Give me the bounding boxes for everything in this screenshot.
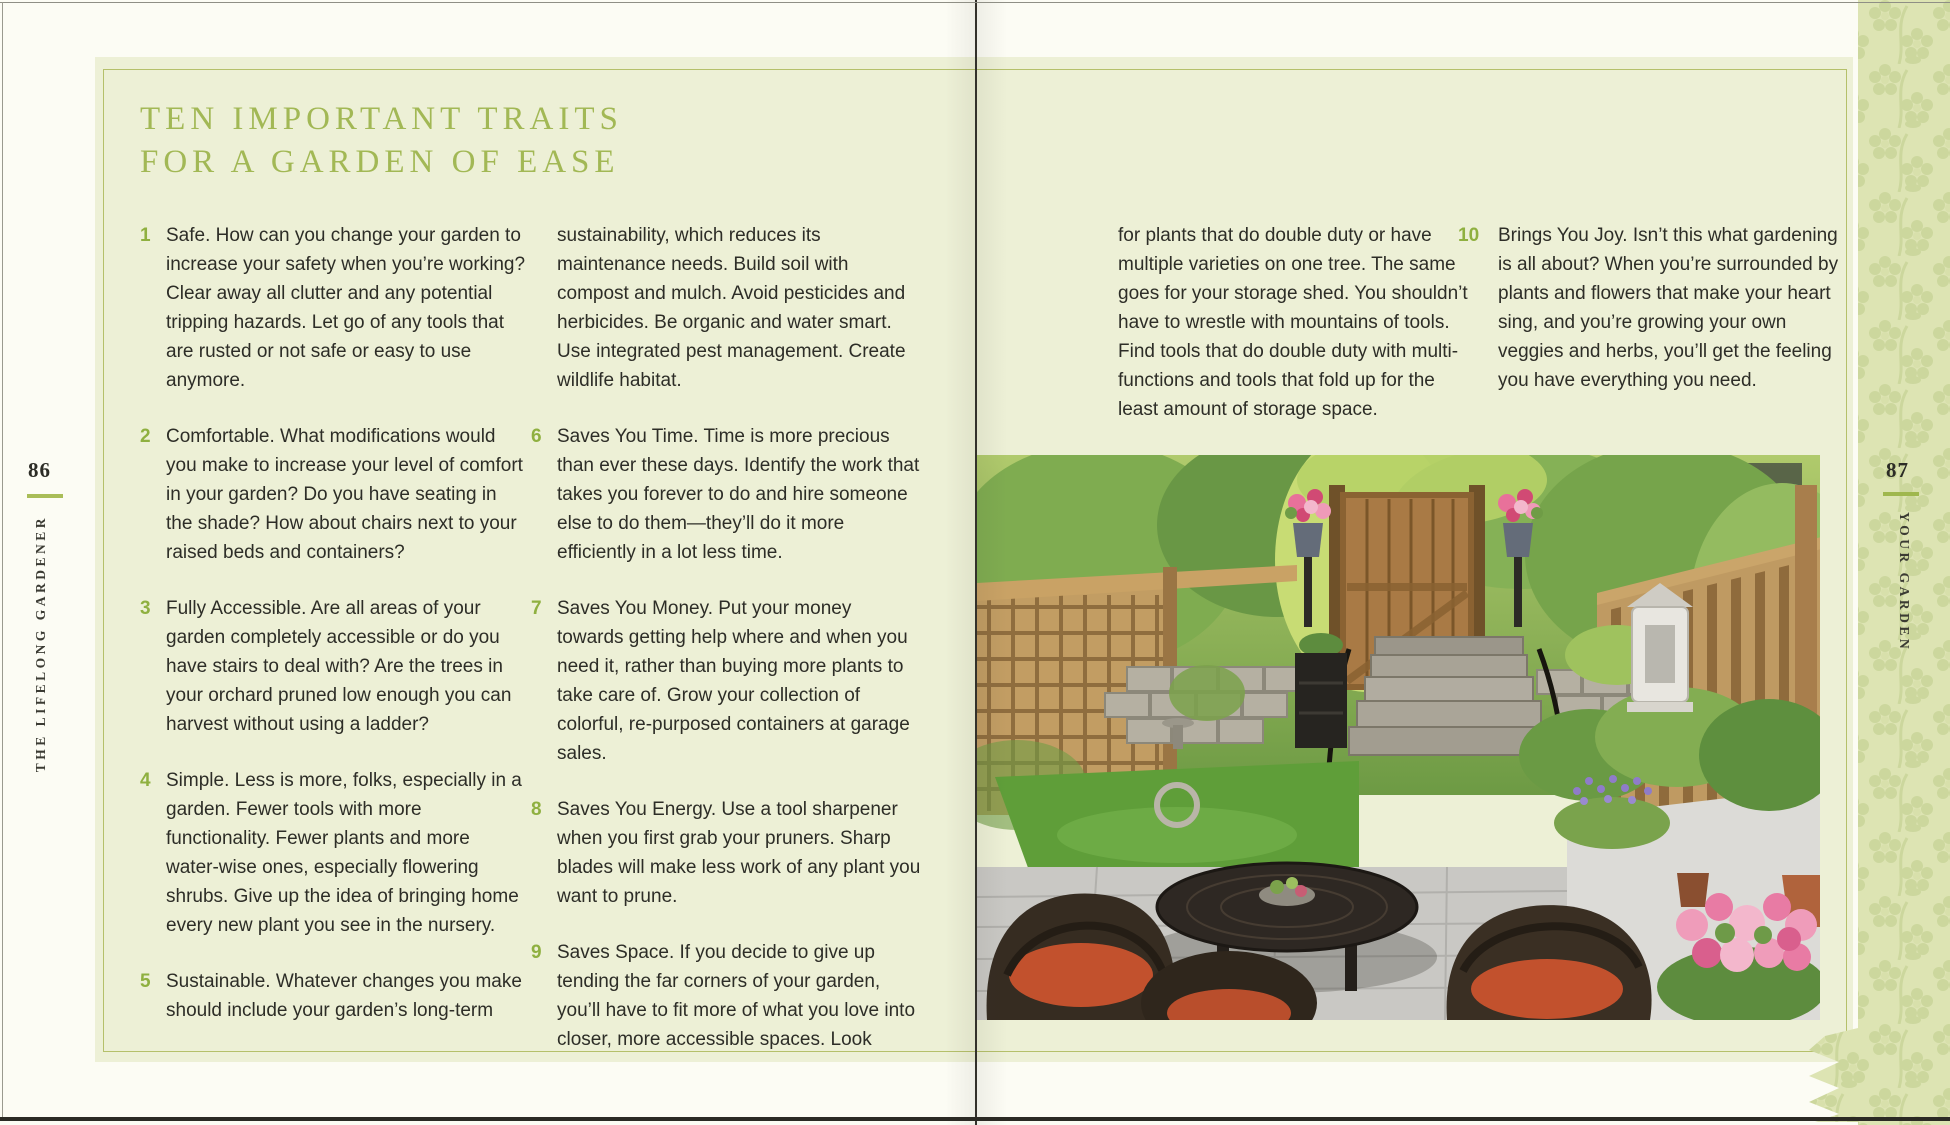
trait-column-4 (1458, 221, 1850, 422)
trait-column-1 (140, 221, 526, 1052)
garden-photo (977, 455, 1820, 1020)
page-title-line1: TEN IMPORTANT TRAITS (140, 101, 623, 137)
page-title (140, 98, 623, 184)
book-edge-left (2, 2, 3, 1120)
trait-item (531, 795, 923, 911)
right-page-number: 87 (1886, 458, 1909, 482)
left-page-number: 86 (28, 458, 51, 482)
trait-text: Saves You Time. Time is more precious than ever these days. Identify the work that takes you forever to do and hire someone else to do them—they’ll do it more efficiently in a lot less time. (557, 426, 920, 563)
trait-text: Sustainable. Whatever changes you make should include your garden’s long-term (166, 971, 522, 1021)
book-edge-top (0, 2, 1950, 3)
garden-photo-illustration (977, 455, 1820, 1020)
trait-item (531, 938, 923, 1054)
trait-item (140, 221, 526, 395)
trait-item (140, 766, 526, 940)
trait-item (1458, 221, 1850, 395)
trait-item (531, 594, 923, 768)
trait-column-3 (1092, 221, 1470, 451)
left-page-number-rule (27, 494, 63, 498)
trait-number: 10 (1458, 225, 1480, 246)
trait-item (140, 422, 526, 567)
trait-number: 7 (531, 598, 542, 619)
trait-number: 8 (531, 799, 542, 820)
trait-number: 6 (531, 426, 542, 447)
trait-text: for plants that do double duty or have multiple varieties on one tree. The same goes for your storage shed. You shouldn’t have to wrestle with mountains of tools. Find tools that do double duty with multi-functions and tools that fold up for the least amount of storage space. (1118, 225, 1468, 420)
trait-text: Saves Space. If you decide to give up tending the far corners of your garden, you’ll have to fit more of what you love into closer, more accessible spaces. Look (557, 942, 916, 1050)
floral-border-strip (1805, 0, 1950, 1125)
page-title-line2: FOR A GARDEN OF EASE (140, 144, 620, 180)
trait-item-continuation (1092, 221, 1470, 424)
trait-item-continuation (531, 221, 923, 395)
trait-item (140, 967, 526, 1025)
trait-column-2 (531, 221, 923, 1081)
trait-text: Saves You Money. Put your money towards getting help where and when you need it, rather than buying more plants to take care of. Grow your collection of colorful, re-purposed containers at garage sales. (557, 598, 910, 764)
trait-item (140, 594, 526, 739)
left-margin-label: THE LIFELONG GARDENER (33, 515, 48, 773)
trait-number: 4 (140, 770, 151, 791)
trait-number: 1 (140, 225, 151, 246)
trait-item (531, 422, 923, 567)
trait-text: Saves You Energy. Use a tool sharpener when you first grab your pruners. Sharp blades will make less work of any plant you want to prune. (557, 799, 921, 907)
trait-text: Safe. How can you change your garden to increase your safety when you’re working? Clear away all clutter and any potential tripping hazards. Let go of any tools that are rusted or not safe or easy to use anymore. (166, 225, 526, 391)
trait-text: Comfortable. What modifications would you make to increase your level of comfort in your garden? Do you have seating in the shade? How about chairs next to your raised beds and containers? (166, 426, 523, 563)
right-page-number-rule (1883, 492, 1919, 496)
trait-number: 9 (531, 942, 542, 963)
trait-number: 5 (140, 971, 151, 992)
trait-text: Fully Accessible. Are all areas of your garden completely accessible or do you have stairs to deal with? Are the trees in your orchard pruned low enough you can harvest without using a ladder? (166, 598, 512, 735)
trait-number: 3 (140, 598, 151, 619)
trait-number: 2 (140, 426, 151, 447)
gutter-line (975, 0, 977, 1125)
trait-text: sustainability, which reduces its maintenance needs. Build soil with compost and mulch. Avoid pesticides and herbicides. Be organic and water smart. Use integrated pest management. Create wildlife habitat. (557, 225, 906, 391)
floral-pattern (1805, 0, 1950, 1125)
right-margin-label: YOUR GARDEN (1897, 512, 1912, 653)
trait-text: Brings You Joy. Isn’t this what gardening is all about? When you’re surrounded by plants and flowers that make your heart sing, and you’re growing your own veggies and herbs, you’ll get the feeling you have everything you need. (1498, 225, 1839, 391)
trait-text: Simple. Less is more, folks, especially in a garden. Fewer tools with more functionality. Fewer plants and more water-wise ones, especially flowering shrubs. Give up the idea of bringing home every new plant you see in the nursery. (166, 770, 522, 936)
book-edge-bottom (0, 1117, 1950, 1121)
